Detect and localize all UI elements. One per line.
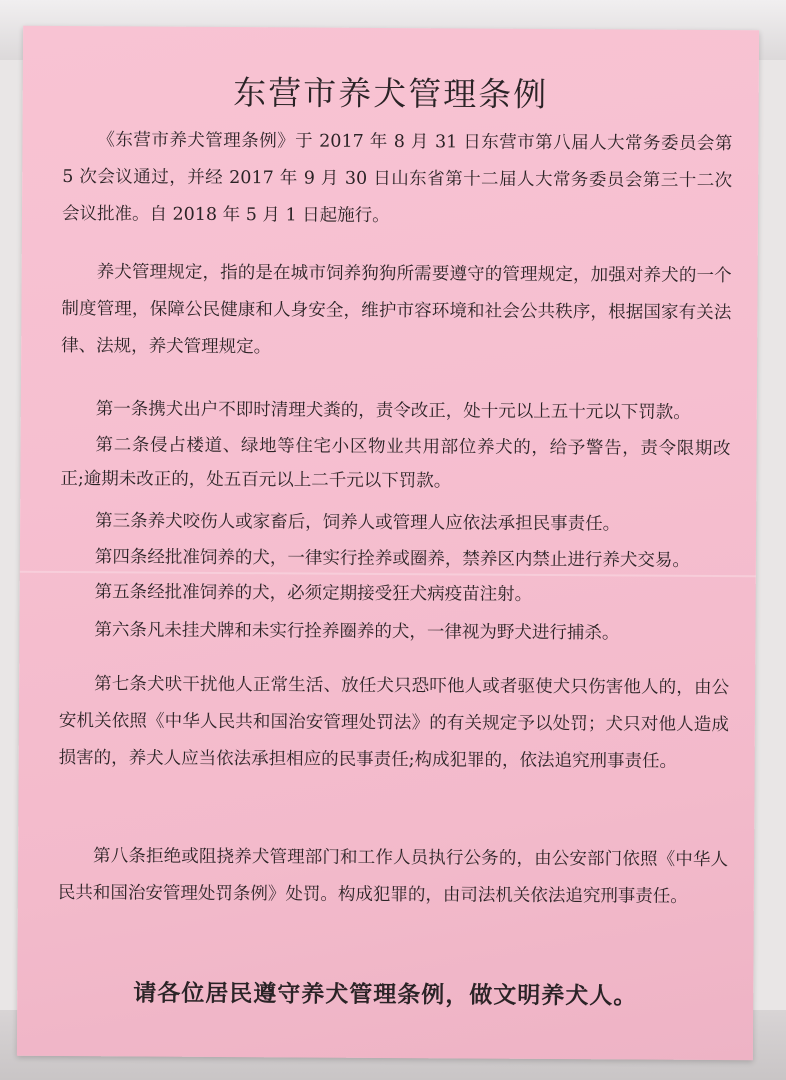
article-7: 第七条犬吠干扰他人正常生活、放任犬只恐吓他人或者驱使犬只伤害他人的，由公安机关依照《中华人民共和国治安管理处罚法》的有关规定予以处罚；犬只对他人造成损害的，养犬人应当依法承担相应的民事责任;构成犯罪的，依法追究刑事责任。 <box>58 674 730 772</box>
article-5: 第五条经批准饲养的犬，必须定期接受狂犬病疫苗注射。 <box>94 582 533 605</box>
article-3: 第三条养犬咬伤人或家畜后，饲养人或管理人应依法承担民事责任。 <box>95 511 621 535</box>
article-6: 第六条凡未挂犬牌和未实行拴养圈养的犬，一律视为野犬进行捕杀。 <box>94 620 620 644</box>
pink-notice-sheet <box>17 26 759 1060</box>
document-title: 东营市养犬管理条例 <box>233 73 549 114</box>
intro-paragraph: 《东营市养犬管理条例》于 2017 年 8 月 31 日东营市第八届人大常务委员会第 5 次会议通过，并经 2017 年 9 月 30 日山东省第十二届人大常务委员会第三十二次会议批准。自 2018 年 5 月 1 日起施行。 <box>61 130 733 227</box>
closing-slogan: 请各位居民遵守养犬管理条例，做文明养犬人。 <box>133 980 638 1010</box>
article-1: 第一条携犬出户不即时清理犬粪的，责令改正，处十元以上五十元以下罚款。 <box>95 399 691 423</box>
article-2: 第二条侵占楼道、绿地等住宅小区物业共用部位养犬的，给予警告，责令限期改正;逾期未改正的，处五百元以上二千元以下罚款。 <box>60 435 731 492</box>
definition-paragraph: 养犬管理规定，指的是在城市饲养狗狗所需要遵守的管理规定，加强对养犬的一个制度管理，保障公民健康和人身安全，维护市容环境和社会公共秩序，根据国家有关法律、法规，养犬管理规定。 <box>61 262 732 358</box>
article-8: 第八条拒绝或阻挠养犬管理部门和工作人员执行公务的，由公安部门依照《中华人民共和国治安管理处罚条例》处罚。构成犯罪的，由司法机关依法追究刑事责任。 <box>57 846 729 907</box>
article-4: 第四条经批准饲养的犬，一律实行拴养或圈养，禁养区内禁止进行养犬交易。 <box>94 547 690 571</box>
